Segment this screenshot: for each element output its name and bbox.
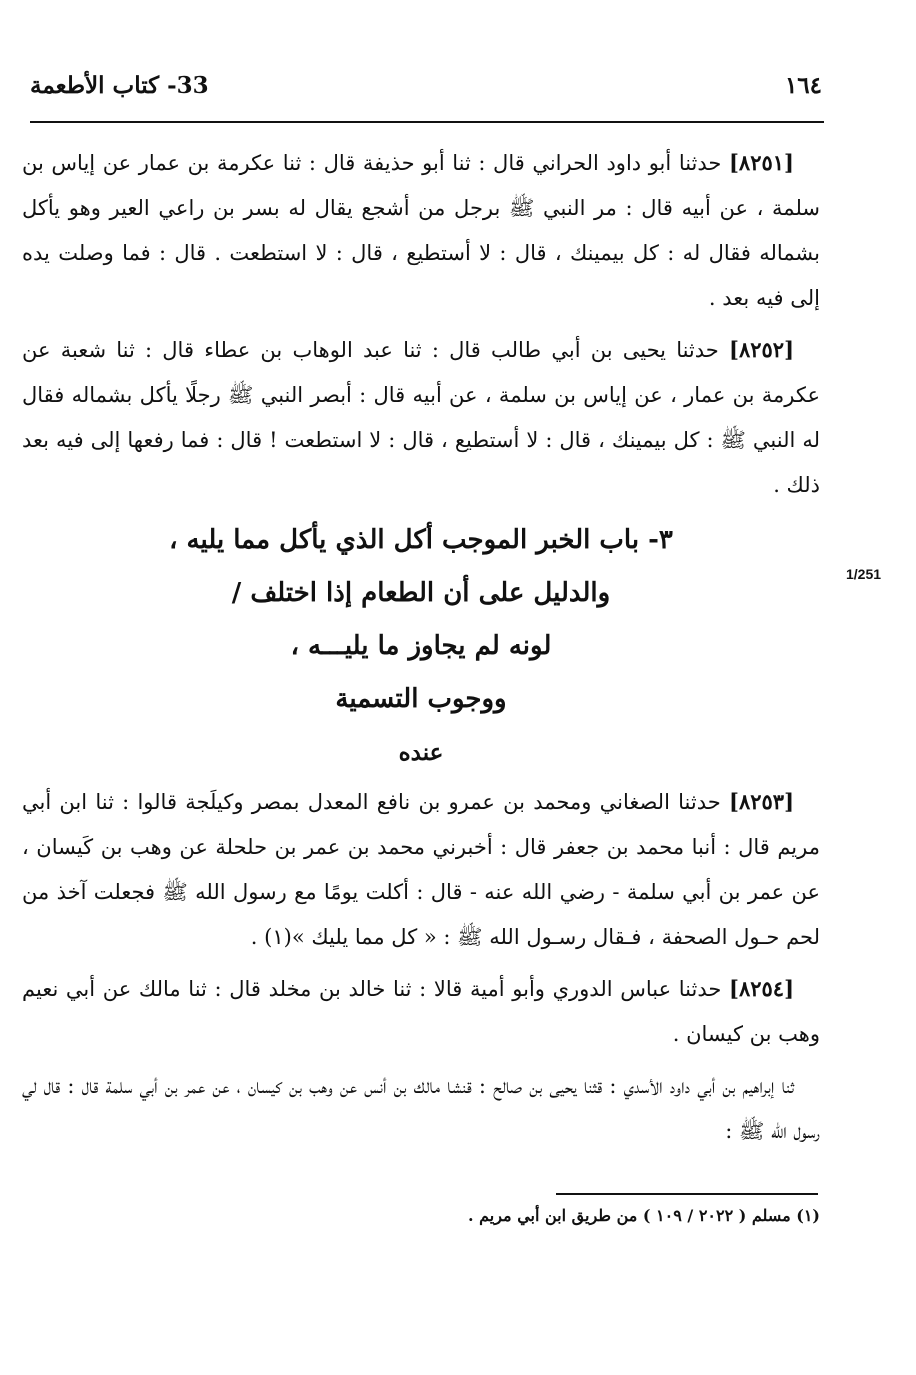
footnote: (١) مسلم ( ٢٠٢٢ / ١٠٩ ) من طريق ابن أبي مريم . [467,1206,820,1225]
page-body [22,140,820,1160]
page-number: ١٦٤ [784,72,822,99]
section-heading-line: عنده [398,739,444,766]
hadith-paragraph [22,1063,820,1154]
section-heading-line: لونه لم يجاوز ما يليـــه ، [290,631,552,661]
page-header [30,72,822,112]
hadith-paragraph [22,779,820,960]
hadith-text: حدثنا يحيى بن أبي طالب قال : ثنا عبد الوهاب بن عطاء قال : ثنا شعبة عن عكرمة بن عمار ، عن إياس بن سلمة ، عن أبيه قال : أبصر النبي ﷺ رجلًا يأكل بشماله فقال له النبي ﷺ : كل بيمينك ، قال : لا أستطيع ، قال : لا استطعت ! قال : فما رفعها إلى فيه بعد ذلك . [22,338,820,497]
footnote-rule [556,1193,818,1195]
hadith-paragraph [22,966,820,1057]
chapter-title: 33- كتاب الأطعمة [30,72,209,99]
hadith-text: ثنا إبراهيم بن أبي داود الأسدي : قثنا يحيى بن صالح : قنشا مالك بن أنس عن وهب بن كيسان ، عن عمر بن أبي سلمة قال : قال لي رسول الله ﷺ : [22,1074,820,1143]
hadith-paragraph [22,140,820,321]
hadith-paragraph [22,327,820,508]
header-rule [30,121,824,123]
hadith-number: [٨٢٥٢] [729,337,794,362]
hadith-number: [٨٢٥٤] [729,976,794,1001]
section-heading-line: والدليل على أن الطعام إذا اختلف / [231,578,611,608]
hadith-number: [٨٢٥٣] [729,789,794,814]
hadith-text: حدثنا أبو داود الحراني قال : ثنا أبو حذيفة قال : ثنا عكرمة بن عمار عن إياس بن سلمة ، عن أبيه قال : مر النبي ﷺ برجل من أشجع يقال له بسر بن راعي العير وهو يأكل بشماله فقال له : كل بيمينك ، قال : لا أستطيع ، قال : لا استطعت . قال : فما وصلت يده إلى فيه بعد . [22,151,820,310]
section-heading-line: ٣- باب الخبر الموجب أكل الذي يأكل مما يليه ، [169,525,673,555]
margin-reference: 1/251 [846,566,882,582]
hadith-text: حدثنا الصغاني ومحمد بن عمرو بن نافع المعدل بمصر وكيلَجة قالوا : ثنا ابن أبي مريم قال : أنبا محمد بن جعفر قال : أخبرني محمد بن عمر بن حلحلة عن وهب بن كَيسان ، عن عمر بن أبي سلمة - رضي الله عنه - قال : أكلت يومًا مع رسول الله ﷺ فجعلت آخذ من لحم حـول الصحفة ، فـقال رسـول الله ﷺ : « كل مما يليك »(١) . [22,790,820,949]
hadith-number: [٨٢٥١] [728,150,794,175]
section-heading [22,514,820,779]
section-heading-line: ووجوب التسمية [335,684,507,714]
hadith-text: حدثنا عباس الدوري وأبو أمية قالا : ثنا خالد بن مخلد قال : ثنا مالك عن أبي نعيم وهب بن كيسان . [22,977,820,1046]
